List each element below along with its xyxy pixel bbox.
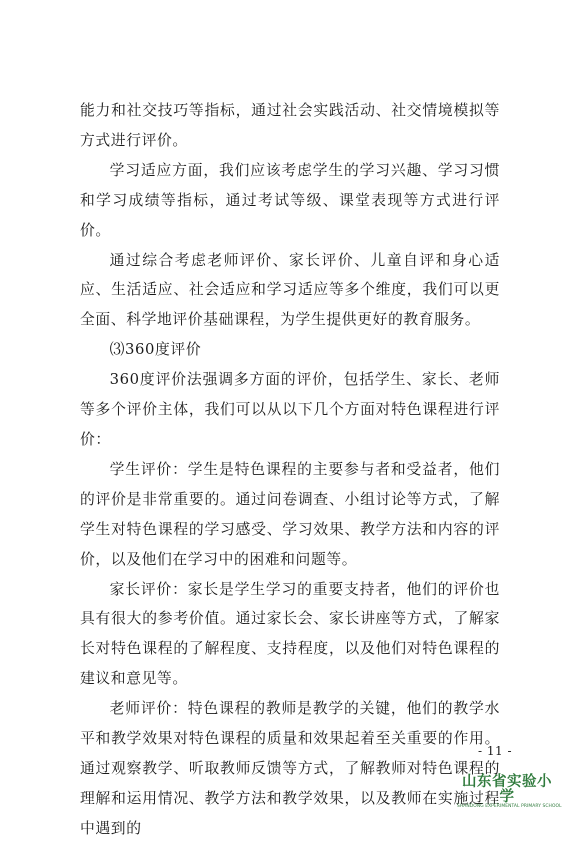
paragraph-360-intro: 360度评价法强调多方面的评价，包括学生、家长、老师等多个评价主体，我们可以从以下几个方面对特色课程进行评价： bbox=[80, 371, 500, 448]
section-heading-360-evaluation: ⑶360度评价 bbox=[109, 341, 202, 359]
paragraph-student-evaluation: 学生评价：学生是特色课程的主要参与者和受益者，他们的评价是非常重要的。通过问卷调查、小组讨论等方式，了解学生对特色课程的学习感受、学习效果、教学方法和内容的评价，以及他们在学习中的困难和问题等。 bbox=[80, 460, 500, 568]
school-logo-english-name: SHANDONG EXPERIMENTAL PRIMARY SCHOOL bbox=[457, 804, 562, 809]
school-logo-name: 山东省实验小学 bbox=[462, 773, 552, 805]
paragraph-social-adaptation-end: 能力和社交技巧等指标，通过社会实践活动、社交情境模拟等方式进行评价。 bbox=[80, 102, 500, 149]
paragraph-learning-adaptation: 学习适应方面，我们应该考虑学生的学习兴趣、学习习惯和学习成绩等指标，通过考试等级、课堂表现等方式进行评价。 bbox=[80, 161, 500, 239]
paragraph-parent-evaluation: 家长评价：家长是学生学习的重要支持者，他们的评价也具有很大的参考价值。通过家长会、家长讲座等方式，了解家长对特色课程的了解程度、支持程度，以及他们对特色课程的建议和意见等。 bbox=[80, 580, 500, 688]
paragraph-comprehensive-evaluation: 通过综合考虑老师评价、家长评价、儿童自评和身心适应、生活适应、社会适应和学习适应等多个维度，我们可以更全面、科学地评价基础课程，为学生提供更好的教育服务。 bbox=[80, 251, 500, 329]
page-number: - 11 - bbox=[478, 744, 513, 758]
document-body bbox=[80, 96, 500, 844]
paragraph-teacher-evaluation: 老师评价：特色课程的教师是教学的关键，他们的教学水平和教学效果对特色课程的质量和效果起着至关重要的作用。通过观察教学、听取教师反馈等方式，了解教师对特色课程的理解和运用情况、教学方法和教学效果，以及教师在实施过程中遇到的 bbox=[80, 700, 500, 837]
school-logo bbox=[457, 773, 562, 810]
